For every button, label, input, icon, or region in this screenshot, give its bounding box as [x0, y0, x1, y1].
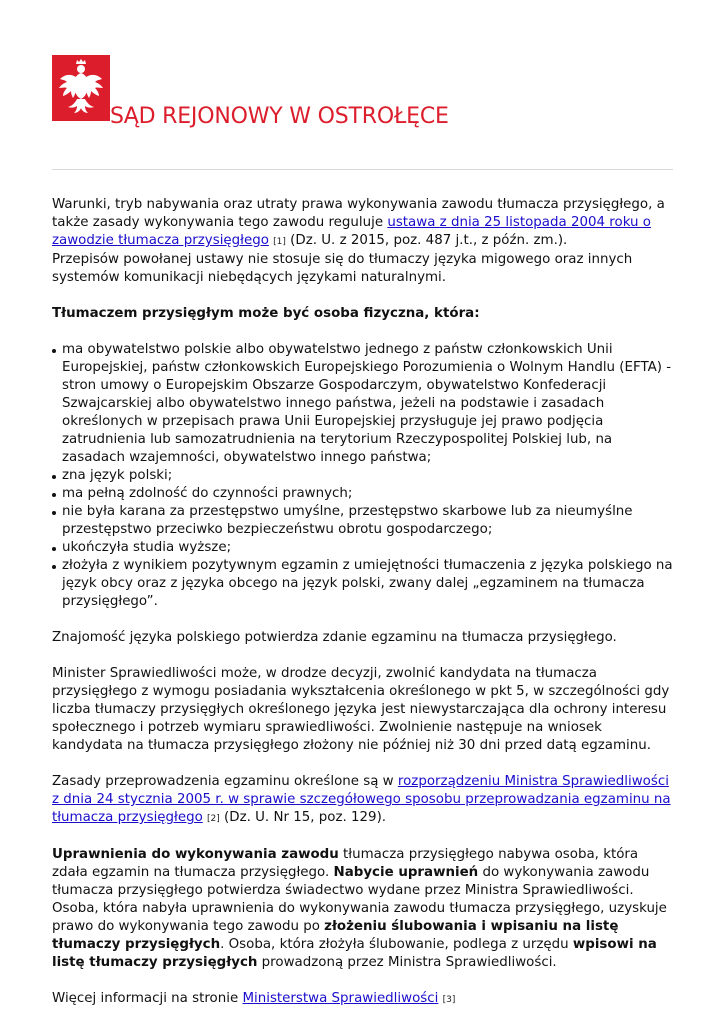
list-item: ukończyła studia wyższe; [52, 539, 674, 557]
exam-paragraph: Zasady przeprowadzenia egzaminu określone są w rozporządzeniu Ministra Sprawiedliwości z dnia 24 stycznia 2005 r. w sprawie szczegółowego sposobu przeprowadzania egzaminu na tłumacza przysięgłego [2] (Dz. U. Nr 15, poz. 129). [52, 774, 671, 825]
statute-link[interactable]: ustawa z dnia 25 listopada 2004 roku o zawodzie tłumacza przysięgłego [52, 215, 651, 248]
list-item: ma pełną zdolność do czynności prawnych; [52, 485, 674, 503]
requirements-heading: Tłumaczem przysięgłym może być osoba fizyczna, która: [52, 306, 480, 321]
header-divider [52, 169, 673, 170]
court-name-heading: SĄD REJONOWY W OSTROŁĘCE [110, 104, 449, 129]
list-item: nie była karana za przestępstwo umyślne, przestępstwo skarbowe lub za nieumyślne przestępstwo przeciwko bezpieczeństwu obrotu gospodarczego; [52, 503, 674, 539]
regulation-link[interactable]: rozporządzeniu Ministra Sprawiedliwości z dnia 24 stycznia 2005 r. w sprawie szczegółowego sposobu przeprowadzania egzaminu na tłumacza przysięgłego [52, 774, 671, 825]
intro-paragraph [52, 196, 674, 251]
requirements-list [52, 341, 674, 611]
intro-exclusion: Przepisów powołanej ustawy nie stosuje się do tłumaczy języka migowego oraz innych systemów komunikacji niebędących językami naturalnymi. [52, 252, 633, 285]
intro-text: Warunki, tryb nabywania oraz utraty prawa wykonywania zawodu tłumacza przysięgłego, a także zasady wykonywania tego zawodu reguluje [52, 197, 665, 230]
polish-eagle-emblem-icon [52, 55, 110, 121]
more-info-paragraph: Więcej informacji na stronie Ministerstwa Sprawiedliwości [3] [52, 991, 456, 1006]
list-item: złożyła z wynikiem pozytywnym egzamin z umiejętności tłumaczenia z języka polskiego na język obcy oraz z języka obcego na język polski, zwany dalej „egzaminem na tłumacza przysięgłego”. [52, 557, 674, 611]
footnote-ref-3: [3] [442, 995, 456, 1005]
minister-exemption-paragraph: Minister Sprawiedliwości może, w drodze decyzji, zwolnić kandydata na tłumacza przysięgłego z wymogu posiadania wykształcenia określonego w pkt 5, w szczególności gdy liczba tłumaczy przysięgłych określonego języka jest niewystarczająca dla ochrony interesu społecznego i potrzeb wymiaru sprawiedliwości. Zwolnienie następuje na wniosek kandydata na tłumacza przysięgłego złożony nie później niż 30 dni przed datą egzaminu. [52, 666, 670, 753]
rights-paragraph: Uprawnienia do wykonywania zawodu tłumacza przysięgłego nabywa osoba, która zdała egzamin na tłumacza przysięgłego. Nabycie uprawnień do wykonywania zawodu tłumacza przysięgłego potwierdza świadectwo wydane przez Ministra Sprawiedliwości. Osoba, która nabyła uprawnienia do wykonywania zawodu tłumacza przysięgłego, uzyskuje prawo do wykonywania tego zawodu po złożeniu ślubowania i wpisaniu na listę tłumaczy przysięgłych. Osoba, która złożyła ślubowanie, podlega z urzędu wpisowi na listę tłumaczy przysięgłych prowadzoną przez Ministra Sprawiedliwości. [52, 847, 667, 970]
list-item: ma obywatelstwo polskie albo obywatelstwo jednego z państw członkowskich Unii Europejskiej, państw członkowskich Europejskiego Porozumienia o Wolnym Handlu (EFTA) - stron umowy o Europejskim Obszarze Gospodarczym, obywatelstwo Konfederacji Szwajcarskiej albo obywatelstwo innego państwa, jeżeli na podstawie i zasadach określonych w przepisach prawa Unii Europejskiej przysługuje jej prawo podjęcia zatrudnienia lub samozatrudnienia na terytorium Rzeczypospolitej Polskiej lub, na zasadach wzajemności, obywatelstwo innego państwa; [52, 341, 674, 467]
footnote-ref-2: [2] [207, 814, 220, 824]
footnote-ref-1: [1] [273, 237, 286, 247]
list-item: zna język polski; [52, 467, 674, 485]
main-content [52, 196, 674, 1009]
intro-citation: (Dz. U. z 2015, poz. 487 j.t., z późn. zm.). [285, 233, 568, 248]
ministry-link[interactable]: Ministerstwa Sprawiedliwości [242, 991, 439, 1006]
polish-language-paragraph: Znajomość języka polskiego potwierdza zdanie egzaminu na tłumacza przysięgłego. [52, 630, 617, 645]
